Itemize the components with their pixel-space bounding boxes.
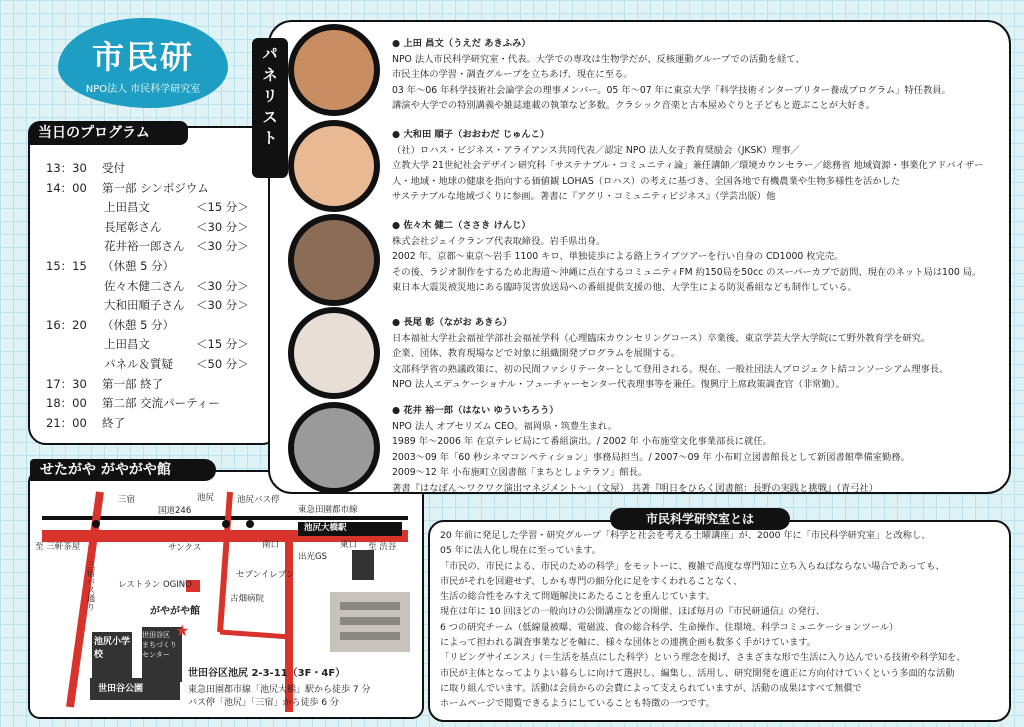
map-label-to-sangen: 至 三軒茶屋 <box>35 542 81 552</box>
avatar <box>288 402 380 494</box>
panelist-bio <box>392 127 1002 205</box>
program-item: （休憩 5 分） <box>102 317 175 332</box>
bio-line: NPO 法人 オブセリズム CEO。福岡県・筑豊生まれ。 <box>392 420 618 432</box>
avatar <box>288 214 380 306</box>
bio-line: （社）ロハス・ビジネス・アライアンス共同代表／認定 NPO 法人女子教育奨励会（JKSK）理事／ <box>392 144 800 156</box>
map-label-sunkus: サンクス <box>168 543 202 553</box>
map-label-park: 世田谷公園 <box>98 684 144 694</box>
bio-line: 1989 年〜2006 年 在京テレビ局にて番組演出。/ 2002 年 小布施堂文化事業部長に就任。 <box>392 436 772 447</box>
program-item: 花井裕一郎さん <box>104 239 185 254</box>
map-title: せたがや がやがや館 <box>30 459 216 481</box>
map-label-bus-road: 三宿バス通り <box>85 560 95 611</box>
pin-icon <box>222 520 230 528</box>
map-label-line: 東急田園都市線 <box>298 505 358 515</box>
map-label-sangen: 三宿 <box>118 495 136 505</box>
about-title: 市民科学研究室とは <box>610 508 790 530</box>
panelist-bio <box>392 36 1002 114</box>
program-item: 大和田順子さん <box>104 298 185 313</box>
logo-subtitle: NPO法人 市民科学研究室 <box>85 84 201 95</box>
program-duration: ＜30 分＞ <box>196 278 249 293</box>
program-time: 15：15 <box>46 259 87 273</box>
map-label-minami: 南口 <box>262 540 280 550</box>
program-item: 上田昌文 <box>104 200 150 215</box>
map-label-station: 池尻大橋駅 <box>304 523 347 533</box>
pin-icon <box>246 520 254 528</box>
program-duration: ＜30 分＞ <box>196 219 249 234</box>
program-list <box>46 160 272 440</box>
about-line: 「リビングサイエンス」(＝生活を基点にした科学）という理念を掲げ、さまざまな形で生活に入り込んでいる技術や科学知を、 <box>440 652 966 664</box>
program-item: 第一部 シンポジウム <box>102 180 209 195</box>
about-line: 市民が主体となってよりよい暮らしに向けて選択し、編集し、活用し、研究開発を適正に方向付けていくという多面的な活動 <box>440 667 955 679</box>
building-floor <box>340 617 400 625</box>
map-access-bus: バス停「池尻」「三宿」から徒歩 6 分 <box>188 698 339 708</box>
bio-line: 03 年〜06 年科学技術社会論学会の理事メンバー。05 年〜07 年に東京大学「科学技術インタープリター養成プログラム」特任教員。 <box>392 84 951 96</box>
bio-line: 株式会社ジェイクランブ代表取締役。岩手県出身。 <box>392 235 606 247</box>
building-floor <box>340 602 400 610</box>
program-time: 16：20 <box>46 317 87 332</box>
about-line: に取り組んでいます。活動は会員からの会費によって支えられていますが、活動の成果はすべて無償で <box>440 682 862 694</box>
panelist-bio <box>392 218 1002 296</box>
program-time: 21：00 <box>46 415 87 430</box>
program-time: 13：30 <box>46 161 87 175</box>
bio-line: その後、ラジオ制作をするため北海道〜沖縄に点在するコミュニティFM 約150局を50cc のスーパーカブで訪問、現在のネット局は100 局。 <box>392 266 982 278</box>
map-label-ogino: レストラン OGINO <box>118 580 192 590</box>
side-road <box>220 632 290 637</box>
program-item: 第一部 終了 <box>102 376 164 391</box>
bio-line: NPO 法人エデュケーショナル・フューチャーセンター代表理事等を兼任。復興庁上席政策調査官（非常勤）。 <box>392 379 845 390</box>
program-title: 当日のプログラム <box>28 121 188 145</box>
building-floor <box>340 632 400 640</box>
program-item: 上田昌文 <box>104 337 150 352</box>
program-time: 18：00 <box>46 396 87 411</box>
about-line: 05 年に法人化し現在に至っています。 <box>440 545 601 557</box>
about-line: 「市民の、市民による、市民のための科学」をモットーに、複雑で高度な専門知に立ち入らねばならない場合であっても、 <box>440 560 945 572</box>
bio-line: 2002 年、京都〜東京〜岩手 1100 キロ、単独徒歩による路上ライブツアーを行い自身の CD1000 枚完売。 <box>392 251 844 262</box>
bio-line: 市民主体の学習・調査グループを立ちあげ、現在に至る。 <box>392 69 633 80</box>
bio-line: 2009〜12 年 小布施町立図書館「まちとしょテラソ」館長。 <box>392 467 648 478</box>
about-line: 現在は年に 10 回ほどの一般向けの公開講座などの開催、ほぼ毎月の『市民研通信』の発行、 <box>440 606 826 618</box>
program-time: 17：30 <box>46 376 87 391</box>
about-line: 6 つの研究チーム（低線量被曝、電磁波、食の総合科学、生命操作、住環境、科学コミュニケーションツール） <box>440 621 899 633</box>
map-address: 世田谷区池尻 2-3-11（3F・4F） <box>188 668 346 679</box>
about-line: ホームページで閲覧できるようにしていることも特徴の一つです。 <box>440 698 715 710</box>
program-item: 受付 <box>102 161 125 175</box>
idemitsu-box <box>352 550 374 580</box>
bio-line: 立教大学 21世紀社会デザイン研究科「サステナブル・コミュニティ論」兼任講師／環境カウンセラー／総務省 地域資源・事業化アドバイザー <box>392 160 984 171</box>
bio-line: 東日本大震災被災地にある臨時災害放送局への番組提供支援の他、大学生による防災番組なども制作している。 <box>392 282 857 293</box>
logo <box>58 18 228 108</box>
panelist-name: ● 大和田 順子（おおわだ じゅんこ） <box>392 129 550 140</box>
map-label-route246: 国道246 <box>158 506 192 516</box>
bio-line: NPO 法人市民科学研究室・代表。大学での専攻は生物学だが、反核運動グループでの活動を経て、 <box>392 53 805 65</box>
panelist-name: ● 上田 昌文（うえだ あきふみ） <box>392 38 531 49</box>
logo-mark: 市民研 <box>91 38 194 76</box>
about-line: によって担われる調査事業などを軸に、様々な団体との連携企画も数多く手がけています。 <box>440 637 816 649</box>
avatar <box>288 307 380 399</box>
map-label-center: 世田谷区 まちづくり センター <box>142 631 177 659</box>
about-line: 市民がそれを回避せず、しかも専門の細分化に足をすくわれることなく、 <box>440 575 743 587</box>
map-label-ikejiri-bus: 池尻バス停 <box>237 495 280 505</box>
bio-line: 人・地域・地球の健康を指向する価値観 LOHAS（ロハス）の考えに基づき、全国各地で有機農業や生物多様性を活かした <box>392 175 901 187</box>
bio-line: 日本福祉大学社会福祉学部社会福祉学科（心理臨床カウンセリングコース）卒業後、東京学芸大学大学院にて野外教育学を研究。 <box>392 332 931 344</box>
map-label-ikejiri: 池尻 <box>197 493 215 503</box>
map-label-gayagaya: がやがや館 <box>150 606 200 617</box>
program-time: 14：00 <box>46 180 87 195</box>
map-label-idemitsu: 出光GS <box>298 552 327 562</box>
about-line: 20 年前に発足した学習・研究グループ「科学と社会を考える土曜講座」が、2000 年に「市民科学研究室」と改称し、 <box>440 530 931 541</box>
program-item: パネル＆質疑 <box>104 357 173 371</box>
map-label-school: 池尻小学校 <box>94 637 131 660</box>
pin-icon <box>92 520 100 528</box>
panelist-bio <box>392 315 1002 393</box>
program-duration: ＜50 分＞ <box>196 357 249 371</box>
bio-line: サステナブルな地域づくりに参画。著書に『アグリ・コミュニティビジネス』（学芸出版）他 <box>392 191 776 202</box>
avatar <box>288 120 380 212</box>
gayagaya-star-icon: ★ <box>175 621 190 640</box>
bio-line: 2003〜09 年「60 秒シネマコンペティション」事務局担当。/ 2007〜09 年 小布町立図書館長として新図書館準備室勤務。 <box>392 451 910 463</box>
program-duration: ＜15 分＞ <box>196 337 249 352</box>
program-item: 終了 <box>102 415 125 430</box>
panelists-label: パネリスト <box>262 45 278 147</box>
program-item: 第二部 交流パーティー <box>102 396 220 411</box>
about-line: 生活の総合性をみすえて問題解決にあたることを重んじています。 <box>440 591 715 603</box>
program-duration: ＜30 分＞ <box>196 298 249 313</box>
panelist-bio <box>392 403 1002 496</box>
program-item: 佐々木健二さん <box>104 278 185 293</box>
program-item: 長尾彰さん <box>104 219 162 234</box>
bio-line: 企業、団体、教育現場などで対象に組織開発プログラムを展開する。 <box>392 348 681 359</box>
panelist-name: ● 佐々木 健二（ささき けんじ） <box>392 220 531 231</box>
panelist-name: ● 花井 裕一郎（はない ゆういちろう） <box>392 405 559 416</box>
avatar <box>288 24 380 116</box>
program-item: （休憩 5 分） <box>102 259 175 273</box>
map-access-train: 東急田園都市線「池尻大橋」駅から徒歩 7 分 <box>188 685 371 695</box>
panelist-name: ● 長尾 彰（ながお あきら） <box>392 317 513 328</box>
about-text <box>440 528 1000 712</box>
map-label-to-shibuya: 至 渋谷 <box>368 542 397 552</box>
map-label-koyama: 古畑病院 <box>230 594 265 604</box>
program-duration: ＜30 分＞ <box>196 239 249 254</box>
map-label-higashi: 東口 <box>340 540 358 550</box>
bio-line: 著書『はなぼん〜ワクワク演出マネジメント〜』（文屋） 共著『明日をひらく図書館：長野の実践と挑戦』（青弓社） <box>392 482 879 494</box>
bio-line: 講演や大学での特別講義や雑誌連載の執筆など多数。クラシック音楽と古本屋めぐりと子どもと遊ぶことが大好き。 <box>392 100 875 111</box>
bio-line: 文部科学省の熟議政策に、初の民間ファシリテーターとして登用される。現在、一般社団法人プロジェクト結コンソーシアム理事長、 <box>392 363 949 375</box>
program-duration: ＜15 分＞ <box>196 200 249 215</box>
map-label-seven: セブンイレブン <box>236 570 295 580</box>
ikejiri-road <box>220 492 230 632</box>
